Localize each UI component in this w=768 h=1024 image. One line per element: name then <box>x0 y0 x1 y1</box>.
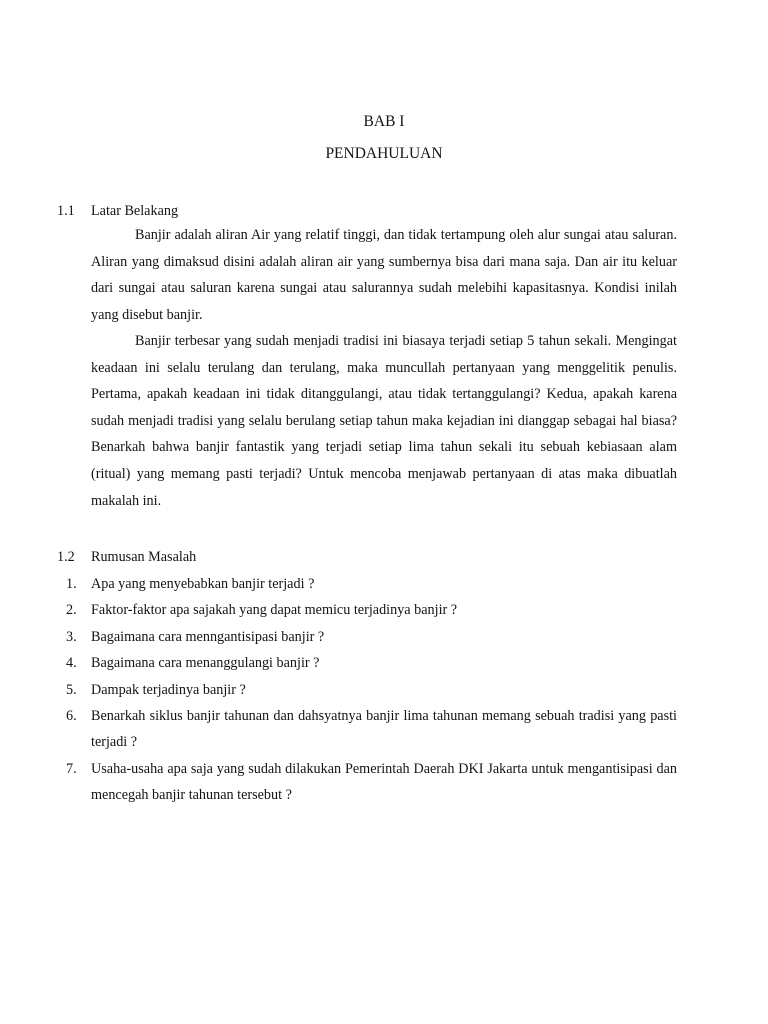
list-item-text: Apa yang menyebabkan banjir terjadi ? <box>91 576 315 592</box>
list-item-number: 5. <box>66 681 77 698</box>
list-item-text: Bagaimana cara menanggulangi banjir ? <box>91 655 320 672</box>
list-item <box>55 756 677 809</box>
list-item-text: Faktor-faktor apa sajakah yang dapat memicu terjadinya banjir ? <box>91 602 458 619</box>
list-item-text: Usaha-usaha apa saja yang sudah dilakukan Pemerintah Daerah DKI Jakarta untuk mengantisipasi dan mencegah banjir tahunan tersebut ? <box>91 760 677 804</box>
section-title: Latar Belakang <box>91 203 179 219</box>
chapter-title: PENDAHULUAN <box>325 145 443 162</box>
list-item-number: 1. <box>66 576 77 592</box>
list-item-text: Bagaimana cara menngantisipasi banjir ? <box>91 628 325 645</box>
list-item <box>55 571 677 597</box>
body-paragraph: Banjir terbesar yang sudah menjadi tradisi ini biasaya terjadi setiap 5 tahun sekali. Mengingat keadaan ini selalu terulang dan terulang, maka muncullah pertanyaan yang menggelitik penulis. Pertama, apakah keadaan ini tidak ditanggulangi, atau tidak tertanggulangi? Kedua, apakah karena sudah menjadi tradisi yang selalu berulang setiap tahun maka kejadian ini dianggap sebagai hal biasa? Benarkah bahwa banjir fantastik yang terjadi setiap lima tahun sekali itu sebuah kebiasaan alam (ritual) yang memang pasti terjadi? Untuk mencoba menjawab pertanyaan di atas maka dibuatlah makalah ini. <box>91 333 677 509</box>
list-item <box>55 650 677 676</box>
section-number: 1.2 <box>57 549 75 565</box>
list-item <box>55 703 677 756</box>
list-item <box>55 624 677 650</box>
list-item <box>55 597 677 623</box>
section-number: 1.1 <box>57 203 75 219</box>
chapter-label: BAB I <box>363 113 405 130</box>
list-item-text: Dampak terjadinya banjir ? <box>91 681 246 698</box>
section-title: Rumusan Masalah <box>91 549 197 565</box>
list-item-number: 2. <box>66 602 77 619</box>
problem-list <box>55 571 677 809</box>
list-item-number: 7. <box>66 760 77 777</box>
list-item <box>55 677 677 703</box>
list-item-number: 3. <box>66 628 77 645</box>
list-item-number: 6. <box>66 708 77 725</box>
list-item-text: Benarkah siklus banjir tahunan dan dahsyatnya banjir lima tahunan memang sebuah tradisi yang pasti terjadi ? <box>91 708 677 751</box>
body-paragraph: Banjir adalah aliran Air yang relatif tinggi, dan tidak tertampung oleh alur sungai atau saluran. Aliran yang dimaksud disini adalah aliran air yang sumbernya bisa dari mana saja. Dan air itu keluar dari sungai atau saluran karena sungai atau salurannya sudah melebihi kapasitasnya. Kondisi inilah yang disebut banjir. <box>91 227 677 323</box>
list-item-number: 4. <box>66 655 77 672</box>
